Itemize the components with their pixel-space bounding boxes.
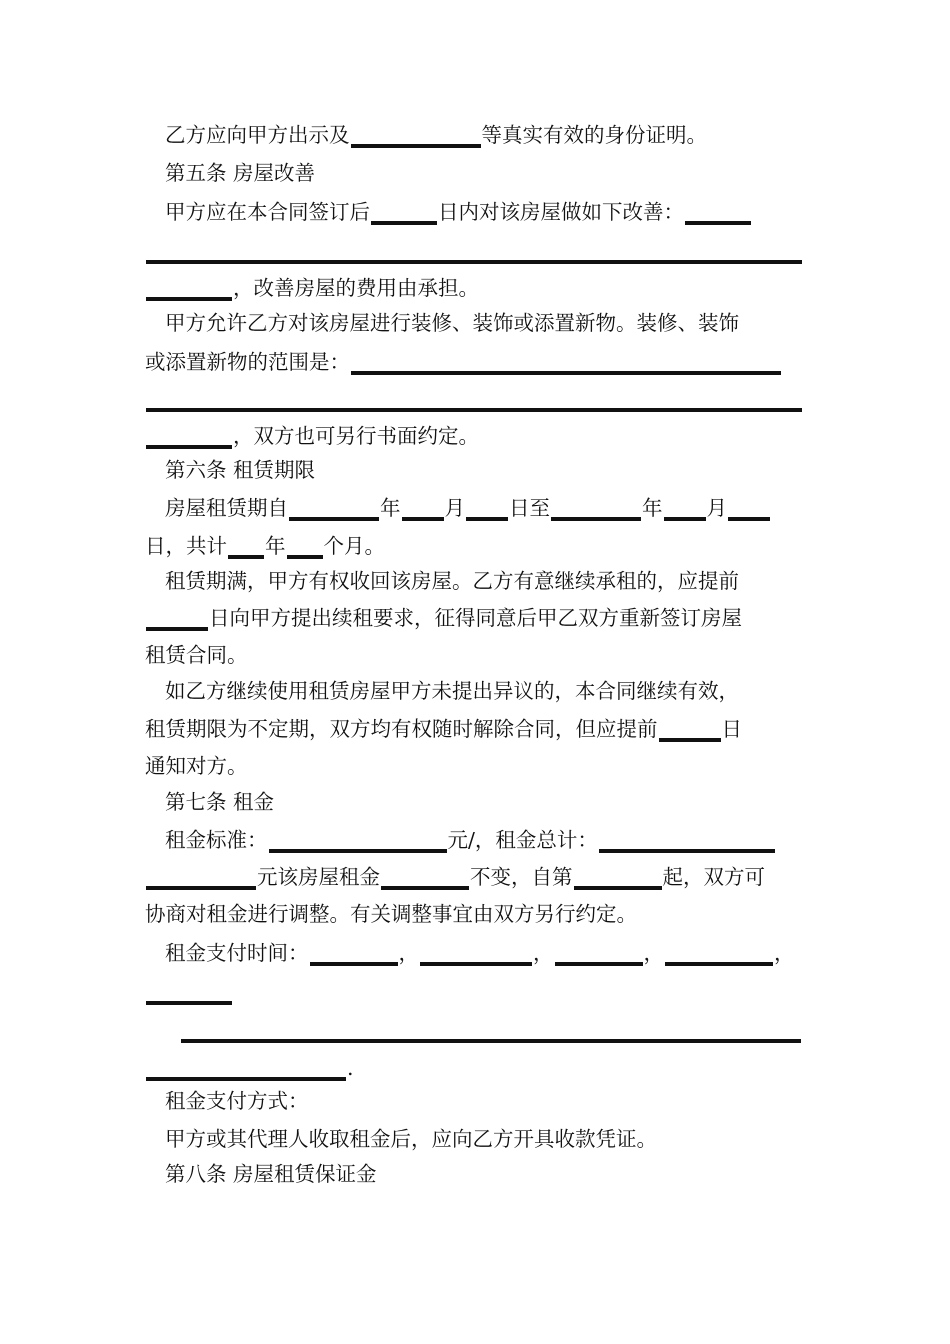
blank-field xyxy=(659,738,721,742)
blank-field xyxy=(146,627,208,631)
line-renewal: 租赁期满，甲方有权收回该房屋。乙方有意继续承租的，应提前 xyxy=(165,569,739,593)
line-decoration-agreement: ，双方也可另行书面约定。 xyxy=(145,418,805,454)
blank-field xyxy=(664,517,706,521)
line-receipt: 甲方或其代理人收取租金后，应向乙方开具收款凭证。 xyxy=(165,1127,657,1151)
line-decoration: 甲方允许乙方对该房屋进行装修、装饰或添置新物。装修、装饰 xyxy=(165,311,739,335)
blank-field xyxy=(685,221,751,225)
blank-field xyxy=(371,221,437,225)
line-improvement-blank xyxy=(145,233,805,269)
blank-field xyxy=(287,555,323,559)
blank-field xyxy=(466,517,508,521)
blank-field xyxy=(269,849,447,853)
blank-field xyxy=(574,886,662,890)
blank-field xyxy=(181,1039,801,1043)
line-term: 房屋租赁期自 年 月 日至 年 月 xyxy=(165,490,805,526)
line-payment-blank-2: . xyxy=(145,1050,805,1086)
blank-field xyxy=(555,962,643,966)
line-id-proof: 乙方应向甲方出示及 等真实有效的身份证明。 xyxy=(165,123,707,147)
line-payment-blank xyxy=(180,1012,805,1048)
blank-field xyxy=(599,849,775,853)
article-6-heading: 第六条 租赁期限 xyxy=(165,458,316,482)
blank-field xyxy=(728,517,770,521)
line-improvement-cost: ，改善房屋的费用由承担。 xyxy=(145,270,805,306)
line-renewal-notice: 日向甲方提出续租要求，征得同意后甲乙双方重新签订房屋 xyxy=(145,600,805,636)
blank-field xyxy=(351,144,481,148)
article-5-heading: 第五条 房屋改善 xyxy=(165,161,316,185)
line-notify: 通知对方。 xyxy=(145,754,248,778)
line-payment-method: 租金支付方式： xyxy=(165,1089,309,1113)
blank-field xyxy=(146,1077,346,1081)
blank-field xyxy=(381,886,469,890)
line-renewal-contract: 租赁合同。 xyxy=(145,643,248,667)
line-indefinite-term: 租赁期限为不定期，双方均有权随时解除合同，但应提前 日 xyxy=(145,717,742,741)
blank-field xyxy=(146,1001,232,1005)
blank-field xyxy=(551,517,641,521)
blank-field xyxy=(665,962,773,966)
line-rent-total: 元该房屋租金 不变，自第 起，双方可 xyxy=(145,859,805,895)
blank-field xyxy=(289,517,379,521)
line-rent-standard: 租金标准： 元/，租金总计： xyxy=(165,822,805,858)
blank-field xyxy=(146,445,232,449)
blank-field xyxy=(146,408,802,412)
blank-field xyxy=(146,886,256,890)
blank-field xyxy=(351,371,781,375)
line-improvement: 甲方应在本合同签订后 日内对该房屋做如下改善： xyxy=(165,194,805,230)
blank-field xyxy=(420,962,532,966)
article-8-heading: 第八条 房屋租赁保证金 xyxy=(165,1162,377,1186)
blank-field xyxy=(146,297,232,301)
line-payment-time: 租金支付时间： ， ， ， ， xyxy=(165,941,795,965)
line-decoration-scope: 或添置新物的范围是： xyxy=(145,344,805,380)
line-rent-adjust: 协商对租金进行调整。有关调整事宜由双方另行约定。 xyxy=(145,902,637,926)
line-continued-use: 如乙方继续使用租赁房屋甲方未提出异议的，本合同继续有效， xyxy=(165,679,739,703)
blank-field xyxy=(310,962,398,966)
article-7-heading: 第七条 租金 xyxy=(165,790,275,814)
blank-field xyxy=(228,555,264,559)
blank-field xyxy=(402,517,444,521)
line-payment-time-2 xyxy=(145,974,805,1010)
blank-field xyxy=(146,260,802,264)
line-decoration-blank xyxy=(145,381,805,417)
line-term-total: 日，共计 年 个月。 xyxy=(145,534,385,558)
